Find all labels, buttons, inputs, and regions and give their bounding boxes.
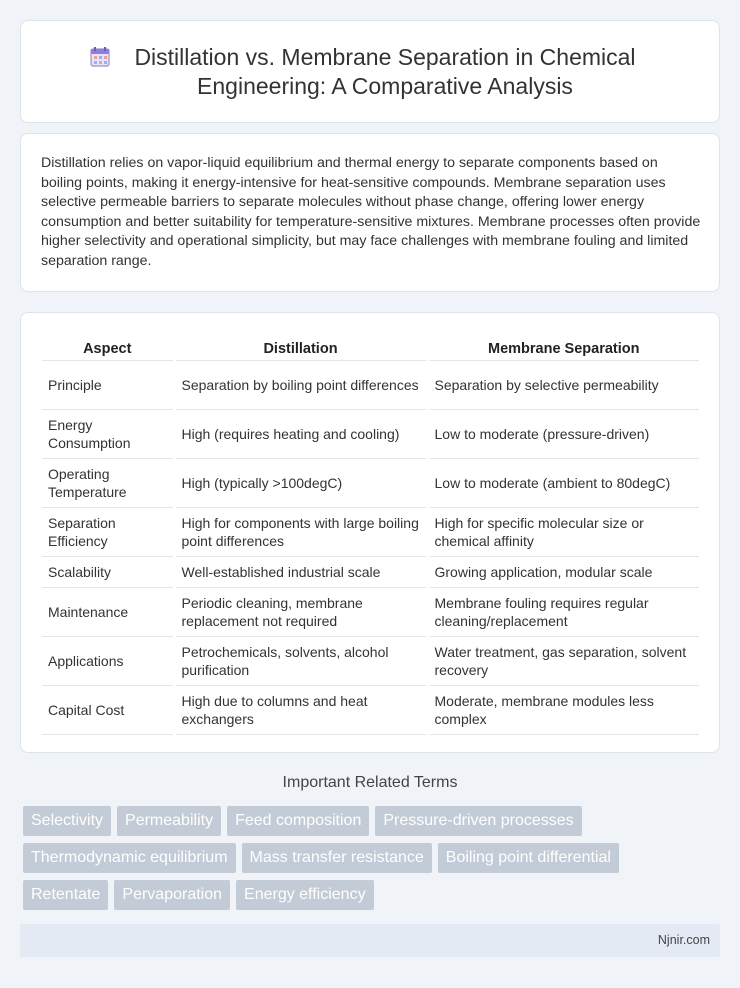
tag-row [23, 880, 723, 917]
header-distillation: Distillation [174, 332, 427, 360]
comparison-table-card [20, 312, 720, 753]
tag-retentate[interactable]: Retentate [23, 880, 108, 910]
cell-distillation: High (requires heating and cooling) [174, 409, 427, 458]
footer [20, 924, 720, 957]
cell-distillation: Petrochemicals, solvents, alcohol purification [174, 636, 427, 685]
intro-card [20, 133, 720, 292]
table-row [42, 587, 699, 636]
cell-distillation: Well-established industrial scale [174, 556, 427, 587]
tag-boiling-point-differential[interactable]: Boiling point differential [438, 843, 619, 873]
cell-aspect: Operating Temperature [42, 458, 174, 507]
table-row [42, 556, 699, 587]
cell-membrane: High for specific molecular size or chemical affinity [427, 507, 699, 556]
related-terms-list [23, 806, 723, 917]
tag-row [23, 806, 723, 843]
cell-membrane: Moderate, membrane modules less complex [427, 685, 699, 734]
cell-aspect: Applications [42, 636, 174, 685]
comparison-table [42, 332, 699, 735]
title-line-2: Engineering: A Comparative Analysis [197, 73, 573, 99]
cell-distillation: Periodic cleaning, membrane replacement not required [174, 587, 427, 636]
tag-permeability[interactable]: Permeability [117, 806, 221, 836]
cell-aspect: Maintenance [42, 587, 174, 636]
cell-membrane: Low to moderate (ambient to 80degC) [427, 458, 699, 507]
table-row [42, 685, 699, 734]
cell-aspect: Separation Efficiency [42, 507, 174, 556]
header-aspect: Aspect [42, 332, 174, 360]
cell-membrane: Separation by selective permeability [427, 360, 699, 409]
cell-distillation: High (typically >100degC) [174, 458, 427, 507]
tag-mass-transfer-resistance[interactable]: Mass transfer resistance [242, 843, 432, 873]
cell-membrane: Low to moderate (pressure-driven) [427, 409, 699, 458]
cell-distillation: High for components with large boiling point differences [174, 507, 427, 556]
table-row [42, 507, 699, 556]
tag-row [23, 843, 723, 880]
header-membrane: Membrane Separation [427, 332, 699, 360]
cell-aspect: Scalability [42, 556, 174, 587]
cell-aspect: Principle [42, 360, 174, 409]
cell-membrane: Water treatment, gas separation, solvent recovery [427, 636, 699, 685]
tag-pressure-driven-processes[interactable]: Pressure-driven processes [375, 806, 581, 836]
table-row [42, 360, 699, 409]
cell-aspect: Capital Cost [42, 685, 174, 734]
table-row [42, 636, 699, 685]
cell-distillation: Separation by boiling point differences [174, 360, 427, 409]
cell-distillation: High due to columns and heat exchangers [174, 685, 427, 734]
table-row [42, 458, 699, 507]
cell-membrane: Membrane fouling requires regular cleaning/replacement [427, 587, 699, 636]
footer-site-link[interactable]: Njnir.com [657, 933, 710, 947]
tag-selectivity[interactable]: Selectivity [23, 806, 111, 836]
cell-membrane: Growing application, modular scale [427, 556, 699, 587]
intro-paragraph: Distillation relies on vapor-liquid equilibrium and thermal energy to separate components based on boiling points, making it energy-intensive for heat-sensitive compounds. Membrane separation uses selective permeable barriers to separate molecules without phase change, offering lower energy consumption and better suitability for temperature-sensitive mixtures. Membrane processes often provide higher selectivity and operational simplicity, but may face challenges with membrane fouling and limited separation range. [41, 155, 701, 269]
tag-thermodynamic-equilibrium[interactable]: Thermodynamic equilibrium [23, 843, 236, 873]
title-card [20, 20, 720, 123]
table-row [42, 409, 699, 458]
cell-aspect: Energy Consumption [42, 409, 174, 458]
page-title [21, 43, 719, 101]
tag-pervaporation[interactable]: Pervaporation [114, 880, 230, 910]
related-terms-title: Important Related Terms [282, 774, 458, 791]
title-line-1: Distillation vs. Membrane Separation in Chemical [134, 44, 636, 70]
tag-feed-composition[interactable]: Feed composition [227, 806, 369, 836]
tag-energy-efficiency[interactable]: Energy efficiency [236, 880, 374, 910]
